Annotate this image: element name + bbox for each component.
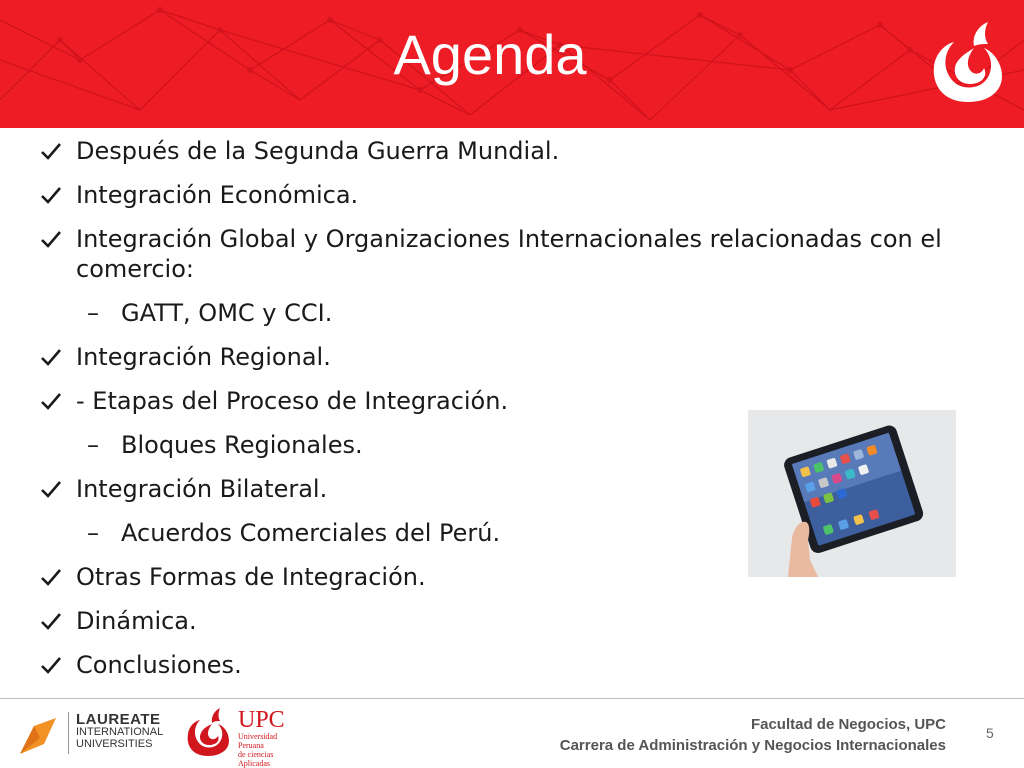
- agenda-item: [40, 606, 1000, 636]
- dash-bullet: –: [87, 519, 99, 547]
- agenda-item-text: Después de la Segunda Guerra Mundial.: [76, 137, 560, 165]
- upc-wordmark: [238, 708, 304, 768]
- agenda-item-text: Dinámica.: [76, 607, 197, 635]
- laureate-line1: LAUREATE: [76, 711, 161, 728]
- agenda-item-text: Integración Regional.: [76, 343, 331, 371]
- slide-title: Agenda: [393, 23, 587, 86]
- agenda-item: [40, 224, 1000, 284]
- agenda-item: [40, 180, 1000, 210]
- faculty-text: Facultad de Negocios, UPC: [750, 716, 946, 733]
- upc-name: UPC: [238, 707, 285, 733]
- checkmark-icon: [40, 610, 62, 632]
- page-number: 5: [986, 725, 994, 741]
- upc-seal-icon: [184, 706, 232, 758]
- footer-logos: [14, 706, 304, 768]
- checkmark-icon: [40, 140, 62, 162]
- checkmark-icon: [40, 184, 62, 206]
- upc-subtitle-1: Universidad Peruana: [238, 732, 278, 750]
- laureate-logo-icon: [14, 710, 64, 760]
- checkmark-icon: [40, 478, 62, 500]
- tablet-photo: [748, 410, 956, 577]
- agenda-item-text: Integración Bilateral.: [76, 475, 328, 503]
- checkmark-icon: [40, 654, 62, 676]
- agenda-item-text: GATT, OMC y CCI.: [121, 299, 333, 327]
- agenda-item-text: - Etapas del Proceso de Integración.: [76, 387, 509, 415]
- agenda-item-text: Integración Global y Organizaciones Internacionales relacionadas con el comercio:: [76, 225, 942, 283]
- agenda-item-text: Conclusiones.: [76, 651, 242, 679]
- laureate-wordmark: [76, 711, 164, 750]
- laureate-line3: UNIVERSITIES: [76, 738, 153, 750]
- career-text: Carrera de Administración y Negocios Internacionales: [559, 737, 946, 754]
- agenda-item: [40, 342, 1000, 372]
- agenda-item: [40, 136, 1000, 166]
- dash-bullet: –: [87, 431, 99, 459]
- laureate-line2: INTERNATIONAL: [76, 726, 164, 738]
- checkmark-icon: [40, 566, 62, 588]
- tablet-illustration: [748, 410, 956, 577]
- agenda-item-text: Integración Económica.: [76, 181, 359, 209]
- upc-subtitle-2: de ciencias Aplicadas: [238, 750, 274, 768]
- upc-logo-icon: [928, 18, 1008, 104]
- checkmark-icon: [40, 390, 62, 412]
- agenda-subitem: [40, 298, 1000, 328]
- checkmark-icon: [40, 346, 62, 368]
- agenda-item: [40, 650, 1000, 680]
- agenda-item-text: Acuerdos Comerciales del Perú.: [121, 519, 501, 547]
- footer-divider: [0, 698, 1024, 699]
- checkmark-icon: [40, 228, 62, 250]
- agenda-item-text: Bloques Regionales.: [121, 431, 363, 459]
- footer-caption: [560, 714, 946, 756]
- agenda-item-text: Otras Formas de Integración.: [76, 563, 426, 591]
- dash-bullet: –: [87, 299, 99, 327]
- slide-header: [0, 0, 1024, 128]
